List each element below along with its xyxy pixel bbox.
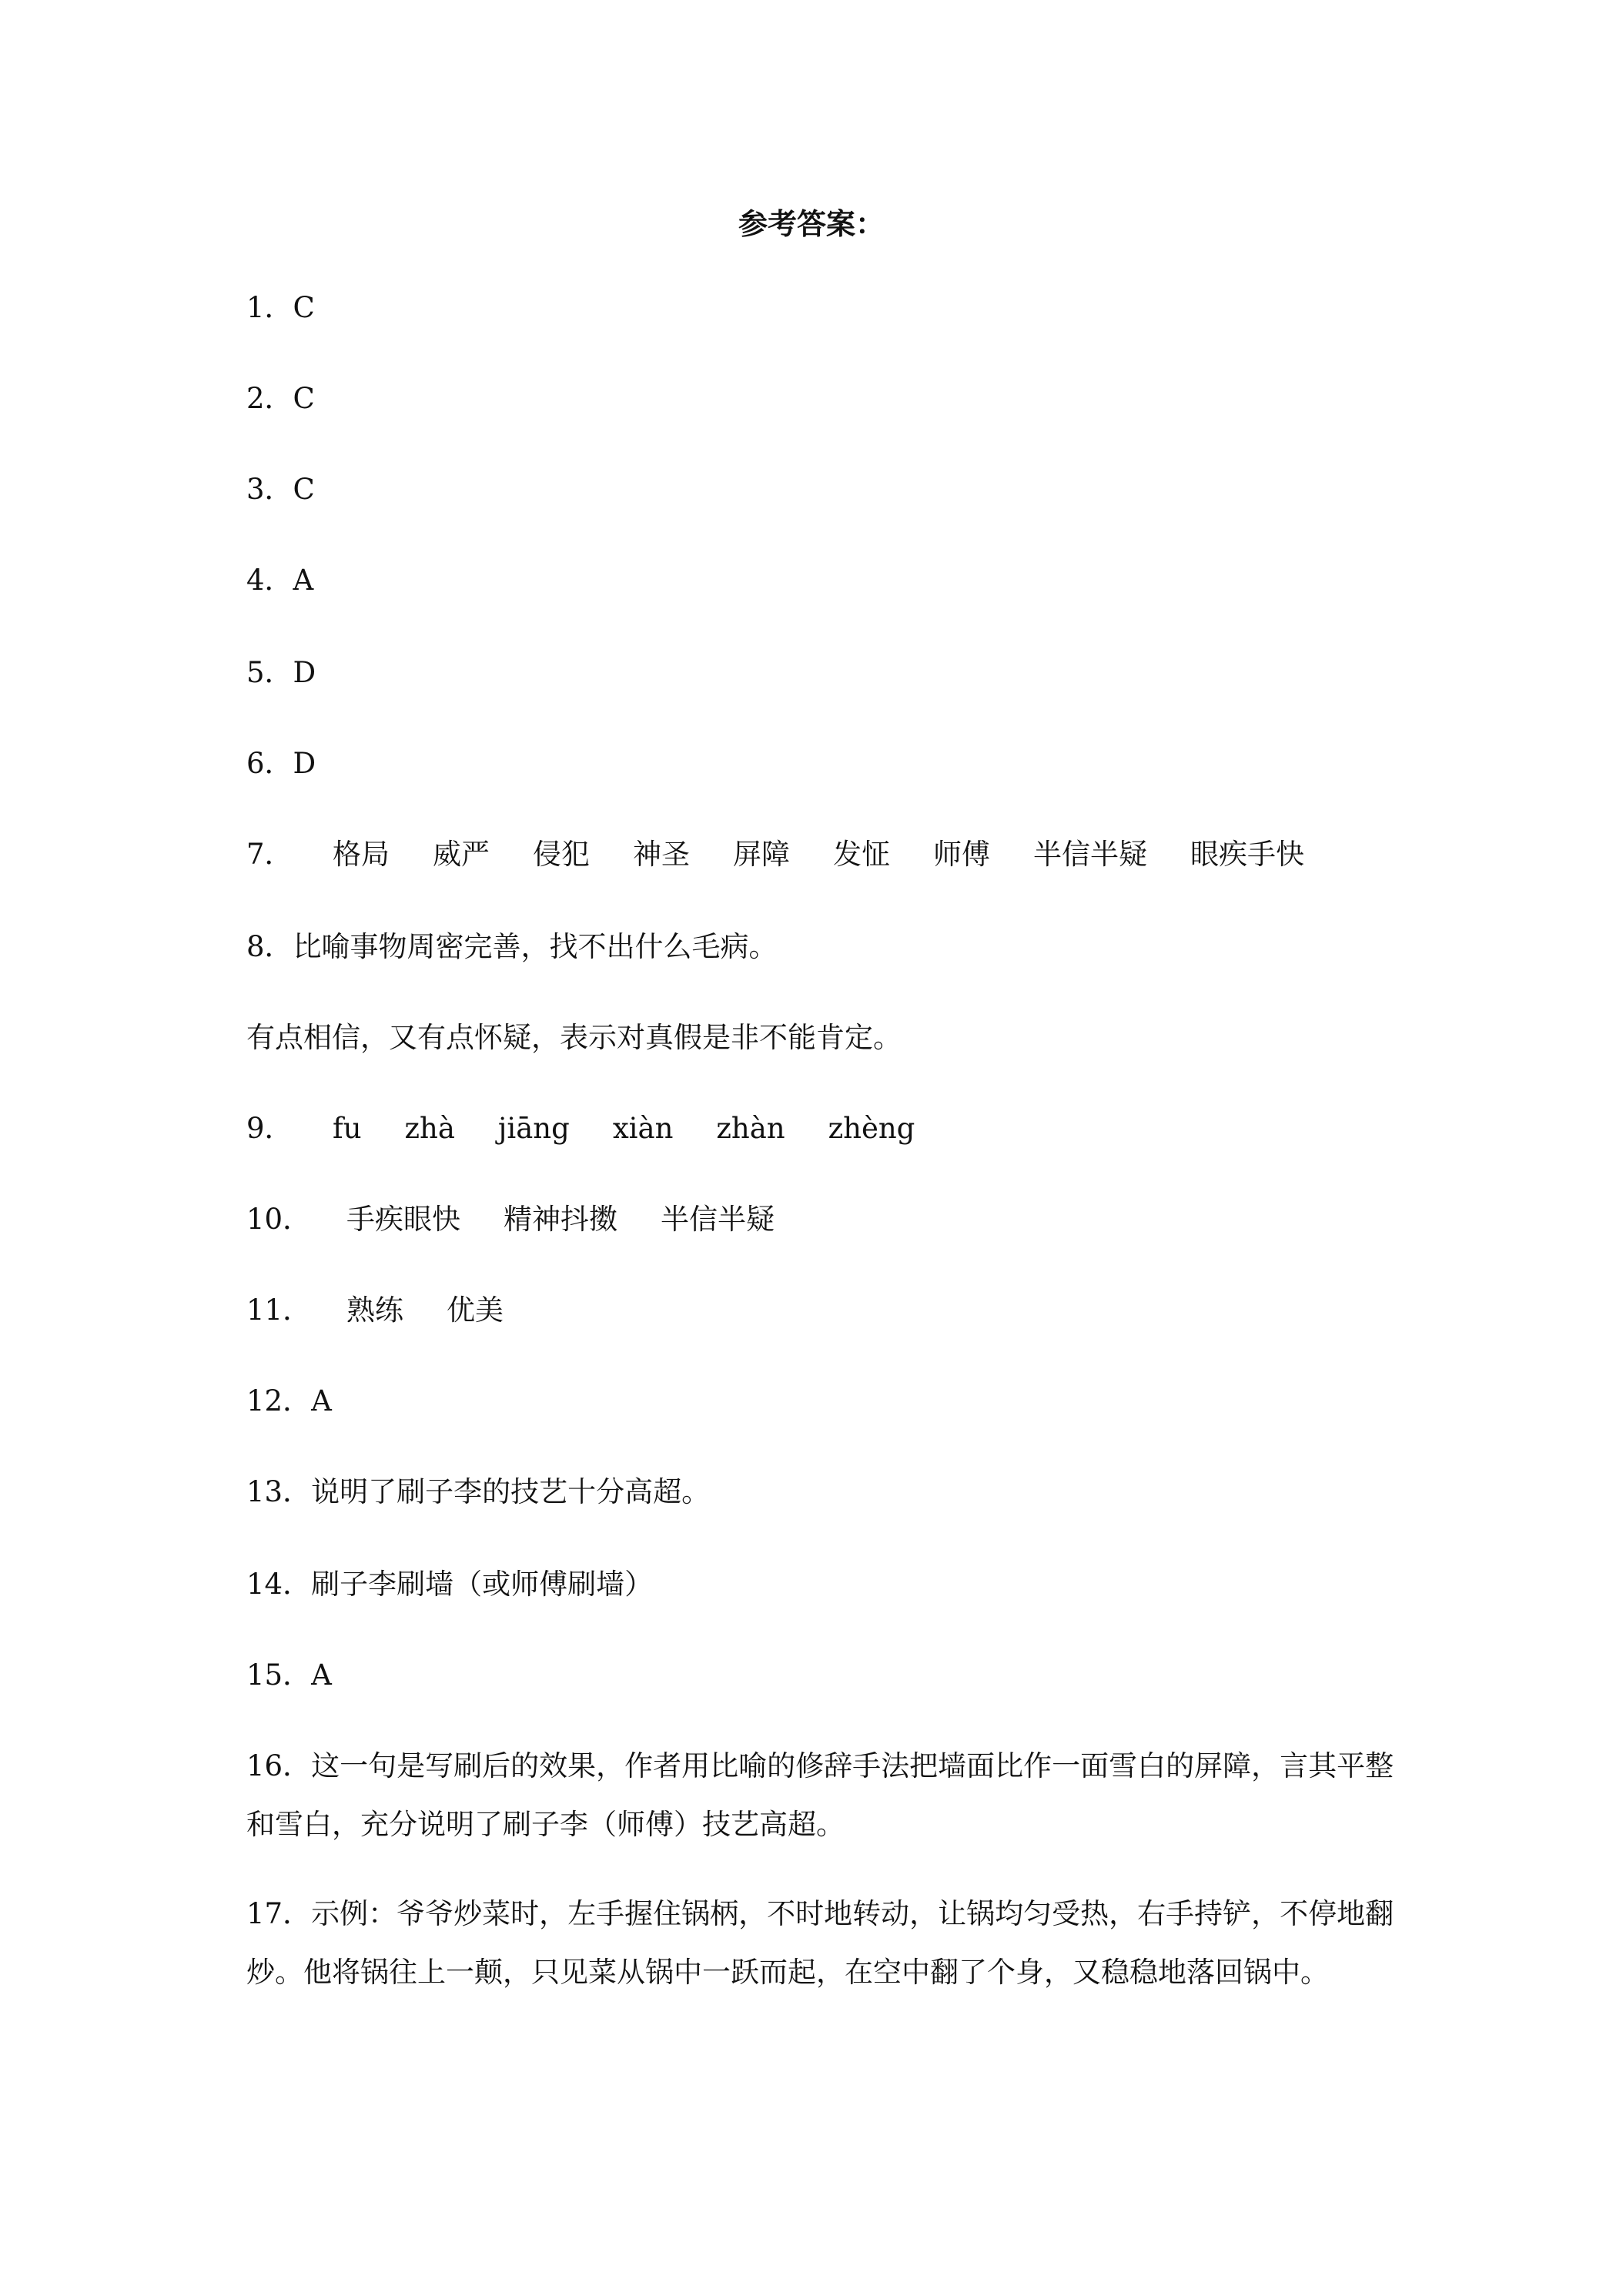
answer-9-pinyin: fu — [333, 1112, 362, 1145]
answer-17-line-2: 炒。他将锅往上一颠，只见菜从锅中一跃而起，在空中翻了个身，又稳稳地落回锅中。 — [246, 1956, 1329, 1989]
answer-7-word: 屏障 — [733, 838, 790, 871]
answer-7-word: 侵犯 — [533, 838, 590, 871]
answer-7-word: 眼疾手快 — [1190, 838, 1304, 871]
answer-10 — [246, 1201, 775, 1238]
answer-17-line-1: 17．示例：爷爷炒菜时，左手握住锅柄，不时地转动，让锅均匀受热，右手持铲，不停地翻 — [246, 1897, 1394, 1930]
answer-1: 1．C — [246, 291, 315, 324]
answer-7-number: 7． — [246, 838, 293, 871]
answer-5: 5．D — [246, 656, 316, 689]
answer-9-pinyin: zhà — [404, 1112, 455, 1145]
answer-8-line-2: 有点相信，又有点怀疑，表示对真假是非不能肯定。 — [246, 1021, 902, 1054]
page-title: 参考答案： — [738, 206, 885, 241]
answer-7-word: 神圣 — [633, 838, 690, 871]
answer-10-word: 半信半疑 — [661, 1203, 775, 1236]
answer-7-word: 师傅 — [933, 838, 990, 871]
answer-11-number: 11． — [246, 1294, 312, 1327]
answer-7-word: 发怔 — [833, 838, 890, 871]
answer-7-word: 半信半疑 — [1033, 838, 1147, 871]
answer-12: 12．A — [246, 1384, 332, 1417]
answer-9-pinyin: xiàn — [612, 1112, 674, 1145]
answer-2: 2．C — [246, 382, 315, 415]
answer-15: 15．A — [246, 1658, 332, 1692]
answer-16-line-2: 和雪白，充分说明了刷子李（师傅）技艺高超。 — [246, 1808, 845, 1841]
answer-13: 13．说明了刷子李的技艺十分高超。 — [246, 1475, 711, 1508]
answer-9-pinyin: zhàn — [716, 1112, 785, 1145]
answer-3: 3．C — [246, 473, 315, 506]
answer-7-word: 威严 — [433, 838, 490, 871]
answer-10-number: 10． — [246, 1203, 312, 1236]
answer-4: 4．A — [246, 564, 314, 597]
answer-9-number: 9． — [246, 1112, 293, 1145]
answer-9-pinyin: jiāng — [497, 1112, 570, 1145]
answer-8-line-1: 8．比喻事物周密完善，找不出什么毛病。 — [246, 930, 778, 963]
answer-10-word: 手疾眼快 — [346, 1203, 460, 1236]
answer-7-word: 格局 — [333, 838, 390, 871]
answer-16-line-1: 16．这一句是写刷后的效果，作者用比喻的修辞手法把墙面比作一面雪白的屏障，言其平整 — [246, 1749, 1394, 1782]
answer-11-word: 熟练 — [346, 1294, 403, 1327]
answer-7 — [246, 836, 1304, 873]
answer-10-word: 精神抖擞 — [504, 1203, 617, 1236]
answer-9 — [246, 1110, 915, 1147]
answer-6: 6．D — [246, 747, 316, 780]
answer-11-word: 优美 — [447, 1294, 504, 1327]
answer-9-pinyin: zhèng — [828, 1112, 915, 1145]
answer-14: 14．刷子李刷墙（或师傅刷墙） — [246, 1568, 654, 1601]
answer-11 — [246, 1292, 504, 1329]
